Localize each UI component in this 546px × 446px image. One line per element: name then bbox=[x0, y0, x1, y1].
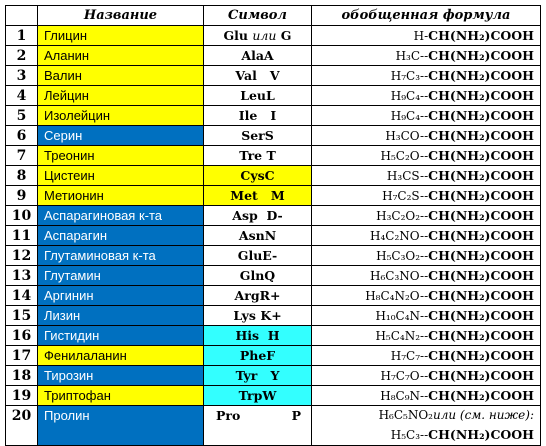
symbol-three-letter: PheF bbox=[239, 347, 276, 363]
table-body bbox=[6, 26, 541, 446]
table-row bbox=[6, 266, 541, 286]
formula-core: CH(NH₂)COOH bbox=[428, 187, 534, 203]
row-number: 8 bbox=[6, 166, 38, 186]
row-number: 19 bbox=[6, 386, 38, 406]
symbol-three-letter: Asp D- bbox=[232, 207, 283, 223]
row-name: Цистеин bbox=[38, 166, 204, 186]
row-number: 7 bbox=[6, 146, 38, 166]
formula-radical: H₁₀C₄N-- bbox=[375, 308, 429, 323]
row-symbol bbox=[204, 26, 312, 46]
row-formula bbox=[312, 86, 541, 106]
row-formula bbox=[312, 406, 541, 446]
row-number: 1 bbox=[6, 26, 38, 46]
symbol-three-letter: GlnQ bbox=[239, 267, 276, 283]
row-number: 11 bbox=[6, 226, 38, 246]
row-number: 9 bbox=[6, 186, 38, 206]
header-formula: обобщенная формула bbox=[312, 6, 541, 26]
table-row bbox=[6, 146, 541, 166]
row-symbol bbox=[204, 226, 312, 246]
row-number: 18 bbox=[6, 366, 38, 386]
row-name: Триптофан bbox=[38, 386, 204, 406]
row-formula bbox=[312, 126, 541, 146]
table-row bbox=[6, 226, 541, 246]
row-formula bbox=[312, 326, 541, 346]
symbol-three-letter: GluE- bbox=[237, 247, 278, 263]
row-name: Треонин bbox=[38, 146, 204, 166]
table-row bbox=[6, 186, 541, 206]
row-number: 13 bbox=[6, 266, 38, 286]
formula-core: CH(NH₂)COOH bbox=[428, 207, 534, 223]
table-row bbox=[6, 166, 541, 186]
row-name: Глутамин bbox=[38, 266, 204, 286]
header-number bbox=[6, 6, 38, 26]
symbol-three-letter: Lys K+ bbox=[233, 307, 282, 323]
formula-radical: H₆C₃NO-- bbox=[370, 268, 429, 283]
row-number: 6 bbox=[6, 126, 38, 146]
row-name: Гистидин bbox=[38, 326, 204, 346]
row-number: 15 bbox=[6, 306, 38, 326]
row-number: 2 bbox=[6, 46, 38, 66]
symbol-three-letter: Glu bbox=[223, 27, 249, 43]
formula-radical: H₈C₉N-- bbox=[380, 388, 429, 403]
table-row bbox=[6, 106, 541, 126]
formula-radical: H₅C₃O₂-- bbox=[376, 248, 429, 263]
formula-core: CH(NH₂)COOH bbox=[428, 67, 534, 83]
row-symbol bbox=[204, 306, 312, 326]
formula-molecular: H₆C₅NO₂ bbox=[378, 408, 433, 422]
row-symbol bbox=[204, 326, 312, 346]
table-row bbox=[6, 126, 541, 146]
formula-radical: H₉C₄-- bbox=[390, 88, 429, 103]
table-row bbox=[6, 326, 541, 346]
symbol-three-letter: Tre T bbox=[239, 147, 276, 163]
row-formula bbox=[312, 146, 541, 166]
row-number: 14 bbox=[6, 286, 38, 306]
row-formula bbox=[312, 286, 541, 306]
header-symbol: Символ bbox=[204, 6, 312, 26]
row-number: 10 bbox=[6, 206, 38, 226]
formula-core: CH(NH₂)COOH bbox=[428, 307, 534, 323]
row-number: 17 bbox=[6, 346, 38, 366]
row-formula bbox=[312, 226, 541, 246]
table-row bbox=[6, 246, 541, 266]
symbol-three-letter: AsnN bbox=[238, 227, 277, 243]
header-row bbox=[6, 6, 541, 26]
table-row bbox=[6, 206, 541, 226]
formula-core: CH(NH₂)COOH bbox=[428, 127, 534, 143]
formula-core: CH(NH₂)COOH bbox=[428, 147, 534, 163]
symbol-three-letter: LeuL bbox=[240, 87, 275, 103]
row-symbol bbox=[204, 266, 312, 286]
formula-radical: H₃C-- bbox=[395, 48, 429, 63]
symbol-three-letter: Ile I bbox=[238, 107, 277, 123]
row-formula bbox=[312, 266, 541, 286]
table-row bbox=[6, 306, 541, 326]
row-symbol bbox=[204, 186, 312, 206]
symbol-three-letter: Pro bbox=[216, 408, 241, 423]
table-row bbox=[6, 66, 541, 86]
row-formula bbox=[312, 66, 541, 86]
formula-radical: H₅C₂O-- bbox=[380, 148, 429, 163]
row-formula bbox=[312, 246, 541, 266]
row-number: 3 bbox=[6, 66, 38, 86]
symbol-one-letter: G bbox=[280, 27, 292, 43]
row-number: 4 bbox=[6, 86, 38, 106]
formula-radical: H₃CO-- bbox=[385, 128, 429, 143]
formula-radical: H- bbox=[413, 28, 429, 43]
row-name: Аспарагин bbox=[38, 226, 204, 246]
table-row bbox=[6, 286, 541, 306]
formula-radical: H₄C₂NO-- bbox=[370, 228, 429, 243]
row-symbol bbox=[204, 346, 312, 366]
formula-core: CH(NH₂)COOH bbox=[428, 287, 534, 303]
row-formula bbox=[312, 306, 541, 326]
formula-core: CH(NH₂)COOH bbox=[428, 427, 534, 442]
formula-core: CH(NH₂)COOH bbox=[428, 267, 534, 283]
formula-core: CH(NH₂)COOH bbox=[428, 87, 534, 103]
formula-core: CH(NH₂)COOH bbox=[428, 247, 534, 263]
table-row bbox=[6, 86, 541, 106]
row-symbol bbox=[204, 246, 312, 266]
formula-radical: H₅C₄N₂-- bbox=[375, 328, 429, 343]
row-name: Лейцин bbox=[38, 86, 204, 106]
row-name: Лизин bbox=[38, 306, 204, 326]
table-row bbox=[6, 386, 541, 406]
row-symbol bbox=[204, 286, 312, 306]
formula-line-2 bbox=[312, 425, 534, 445]
row-formula bbox=[312, 106, 541, 126]
formula-radical: H₇C₂S-- bbox=[382, 188, 429, 203]
formula-core: CH(NH₂)COOH bbox=[428, 367, 534, 383]
row-symbol bbox=[204, 366, 312, 386]
row-name: Фенилаланин bbox=[38, 346, 204, 366]
formula-radical: H₇C₃-- bbox=[390, 68, 429, 83]
table-row bbox=[6, 406, 541, 446]
row-name: Аланин bbox=[38, 46, 204, 66]
formula-core: CH(NH₂)COOH bbox=[428, 27, 534, 43]
row-name: Валин bbox=[38, 66, 204, 86]
row-name: Аспарагиновая к-та bbox=[38, 206, 204, 226]
formula-radical: H₇C₇-- bbox=[390, 348, 429, 363]
symbol-three-letter: Met M bbox=[230, 187, 285, 203]
table-row bbox=[6, 346, 541, 366]
symbol-three-letter: TrpW bbox=[238, 387, 277, 403]
row-formula bbox=[312, 46, 541, 66]
row-symbol bbox=[204, 406, 312, 446]
row-number: 5 bbox=[6, 106, 38, 126]
formula-radical: H₉C₄-- bbox=[390, 108, 429, 123]
symbol-three-letter: His H bbox=[235, 327, 280, 343]
symbol-three-letter: SerS bbox=[241, 127, 274, 143]
row-name: Метионин bbox=[38, 186, 204, 206]
row-number: 12 bbox=[6, 246, 38, 266]
row-formula bbox=[312, 386, 541, 406]
formula-core: CH(NH₂)COOH bbox=[428, 107, 534, 123]
formula-core: CH(NH₂)COOH bbox=[428, 387, 534, 403]
row-formula bbox=[312, 366, 541, 386]
symbol-one-letter: P bbox=[291, 408, 301, 423]
row-symbol bbox=[204, 146, 312, 166]
row-symbol bbox=[204, 106, 312, 126]
formula-radical: H₃C₂O₂-- bbox=[376, 208, 429, 223]
row-symbol bbox=[204, 126, 312, 146]
row-number: 16 bbox=[6, 326, 38, 346]
formula-core: CH(NH₂)COOH bbox=[428, 47, 534, 63]
row-symbol bbox=[204, 46, 312, 66]
row-formula bbox=[312, 26, 541, 46]
symbol-three-letter: Tyr Y bbox=[235, 367, 280, 383]
row-name: Пролин bbox=[38, 406, 204, 446]
row-name: Аргинин bbox=[38, 286, 204, 306]
row-number: 20 bbox=[6, 406, 38, 446]
symbol-three-letter: ArgR+ bbox=[234, 287, 281, 303]
formula-radical: H₅C₃-- bbox=[390, 428, 429, 442]
symbol-or-word: или bbox=[252, 27, 277, 43]
row-symbol bbox=[204, 386, 312, 406]
table-row bbox=[6, 46, 541, 66]
row-name: Изолейцин bbox=[38, 106, 204, 126]
row-formula bbox=[312, 166, 541, 186]
formula-line-1 bbox=[312, 406, 534, 425]
header-name: Название bbox=[38, 6, 204, 26]
table-row bbox=[6, 26, 541, 46]
row-name: Глутаминовая к-та bbox=[38, 246, 204, 266]
row-symbol bbox=[204, 66, 312, 86]
table-row bbox=[6, 366, 541, 386]
amino-acid-table bbox=[5, 5, 541, 446]
formula-radical: H₃CS-- bbox=[386, 168, 429, 183]
formula-radical: H₈C₄N₂O-- bbox=[365, 288, 429, 303]
row-name: Серин bbox=[38, 126, 204, 146]
row-symbol bbox=[204, 166, 312, 186]
symbol-three-letter: CysC bbox=[240, 167, 275, 183]
row-name: Глицин bbox=[38, 26, 204, 46]
formula-core: CH(NH₂)COOH bbox=[428, 347, 534, 363]
formula-core: CH(NH₂)COOH bbox=[428, 227, 534, 243]
formula-core: CH(NH₂)COOH bbox=[428, 167, 534, 183]
symbol-three-letter: AlaA bbox=[241, 47, 274, 63]
row-formula bbox=[312, 346, 541, 366]
formula-or-note: или (см. ниже): bbox=[433, 408, 534, 422]
row-name: Тирозин bbox=[38, 366, 204, 386]
row-formula bbox=[312, 206, 541, 226]
row-formula bbox=[312, 186, 541, 206]
row-symbol bbox=[204, 206, 312, 226]
formula-radical: H₇C₇O-- bbox=[380, 368, 429, 383]
symbol-three-letter: Val V bbox=[235, 67, 280, 83]
row-symbol bbox=[204, 86, 312, 106]
formula-core: CH(NH₂)COOH bbox=[428, 327, 534, 343]
